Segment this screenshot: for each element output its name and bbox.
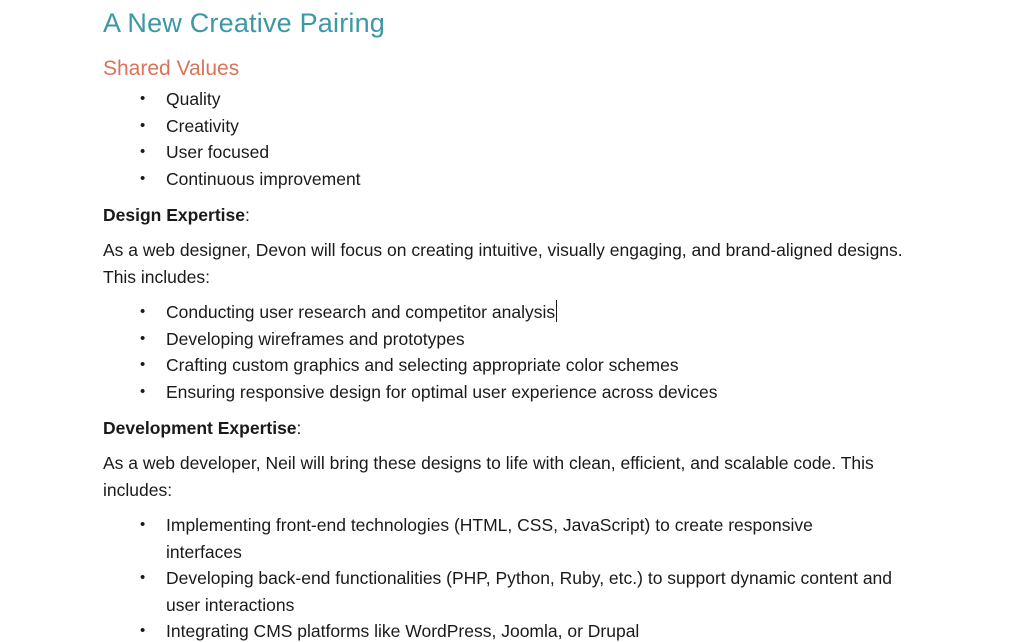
bullet-icon: • — [140, 622, 146, 639]
list-item — [103, 299, 933, 326]
list-item — [103, 166, 933, 193]
design-list — [103, 299, 933, 405]
list-item-text: Creativity — [166, 115, 239, 136]
design-heading-colon: : — [245, 205, 250, 225]
list-item — [103, 86, 933, 113]
list-item-text: Ensuring responsive design for optimal user experience across devices — [166, 381, 718, 402]
bullet-icon: • — [140, 329, 146, 347]
bullet-icon: • — [140, 569, 146, 586]
list-item — [103, 379, 933, 406]
list-item-text: Conducting user research and competitor analysis — [166, 302, 556, 322]
list-item — [103, 113, 933, 140]
shared-values-list — [103, 86, 933, 192]
bullet-icon: • — [140, 303, 146, 320]
text-cursor — [556, 300, 557, 322]
list-item-text: Quality — [166, 89, 221, 109]
document-body[interactable] — [103, 0, 933, 642]
development-intro: As a web developer, Neil will bring these designs to life with clean, efficient, and scalable code. This includes: — [103, 453, 874, 500]
list-item-text: Developing back-end functionalities (PHP, Python, Ruby, etc.) to support dynamic content and user interactions — [166, 568, 893, 615]
design-heading-text: Design Expertise — [103, 205, 245, 225]
list-item — [103, 512, 933, 565]
section-subtitle: Shared Values — [103, 57, 240, 80]
bullet-icon: • — [140, 356, 146, 373]
list-item — [103, 139, 933, 166]
bullet-icon: • — [140, 116, 146, 134]
bullet-icon: • — [140, 169, 146, 187]
bullet-icon: • — [140, 143, 146, 160]
development-list — [103, 512, 933, 642]
development-heading-colon: : — [296, 418, 302, 438]
development-heading-text: Development Expertise — [103, 418, 297, 438]
list-item — [103, 565, 933, 618]
development-heading — [103, 415, 933, 441]
list-item — [103, 352, 933, 379]
bullet-icon: • — [140, 516, 146, 533]
list-item — [103, 618, 933, 642]
list-item — [103, 326, 933, 353]
list-item-text: Crafting custom graphics and selecting appropriate color schemes — [166, 355, 679, 375]
list-item-text: Implementing front-end technologies (HTML, CSS, JavaScript) to create responsive interfaces — [166, 515, 813, 562]
list-item-text: User focused — [166, 142, 270, 162]
list-item-text: Integrating CMS platforms like WordPress, Joomla, or Drupal — [166, 621, 640, 641]
design-intro: As a web designer, Devon will focus on creating intuitive, visually engaging, and brand-aligned designs. This includes: — [103, 240, 903, 287]
list-item-text: Developing wireframes and prototypes — [166, 328, 465, 349]
bullet-icon: • — [140, 90, 146, 107]
bullet-icon: • — [140, 382, 146, 400]
document-title: A New Creative Pairing — [103, 8, 386, 38]
list-item-text: Continuous improvement — [166, 168, 361, 189]
design-heading — [103, 202, 933, 228]
